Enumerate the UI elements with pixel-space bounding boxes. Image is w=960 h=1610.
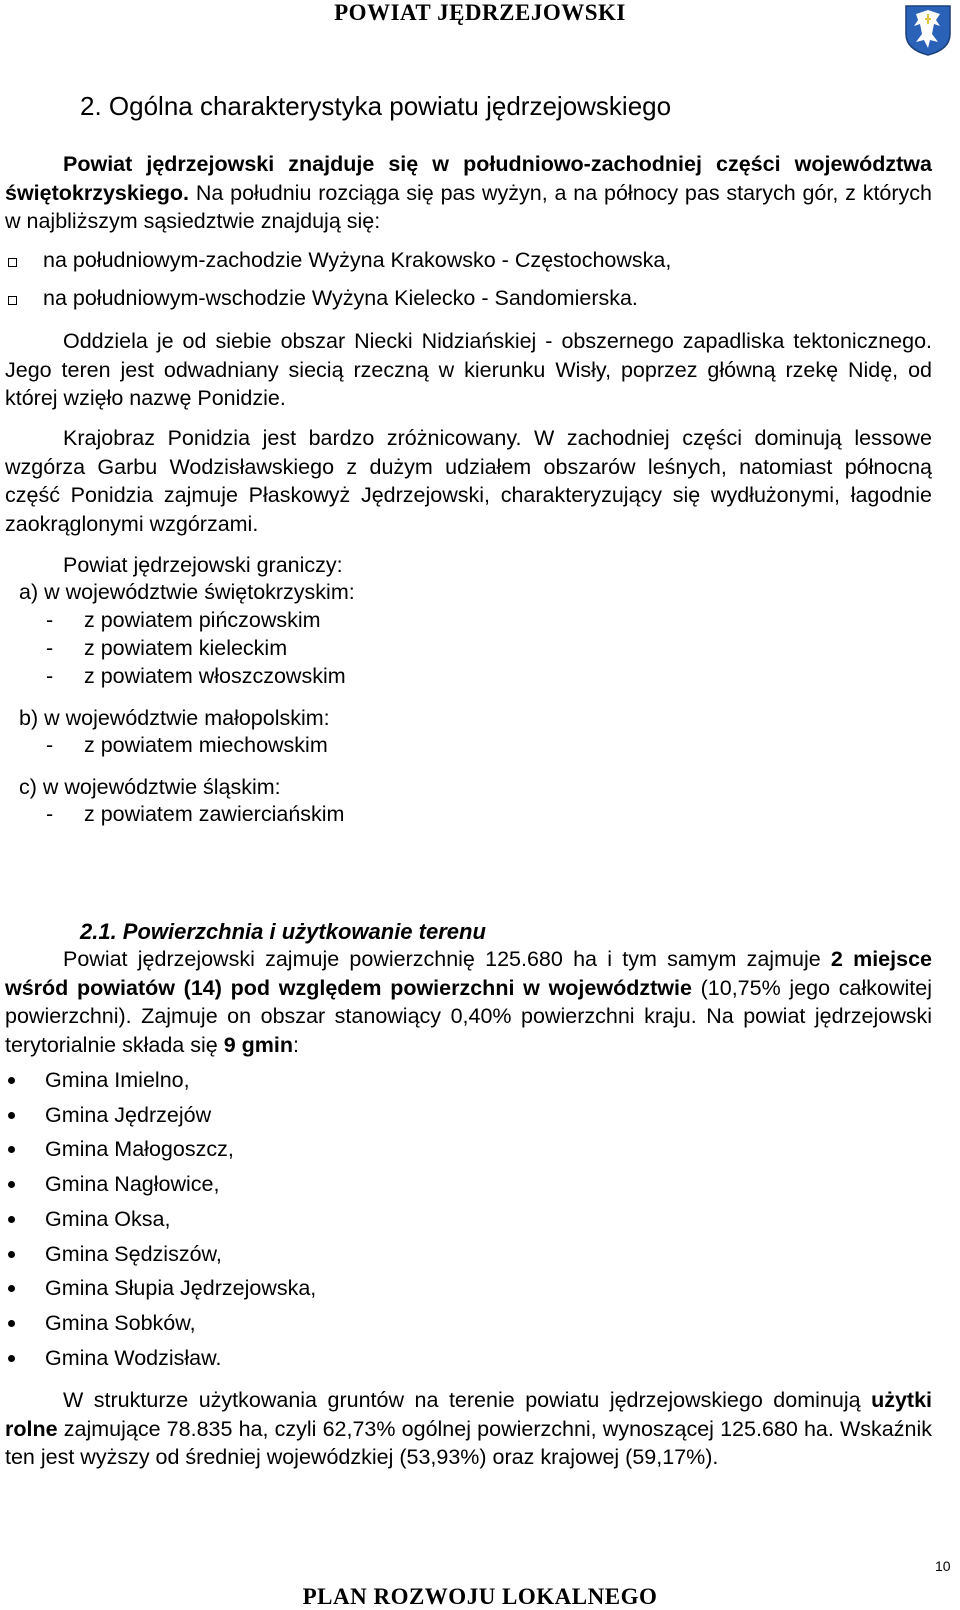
dash: - — [46, 636, 54, 660]
paragraph-niecka: Oddziela je od siebie obszar Niecki Nidziańskiej - obszernego zapadliska tektonicznego. Jego teren jest odwadniany siecią rzeczną w kierunku Wisły, poprzez główną rzekę Nidę, od której wzięło nazwę Ponidzie. — [5, 329, 932, 410]
gmina-item: Gmina Oksa, — [45, 1207, 171, 1231]
page-header-title: POWIAT JĘDRZEJOWSKI — [334, 0, 626, 25]
bullet-dot-icon — [8, 1320, 15, 1327]
border-item: z powiatem włoszczowskim — [84, 664, 346, 688]
dash: - — [46, 733, 54, 757]
border-group-label: c) w województwie śląskim: — [19, 775, 281, 799]
intro-bold-text: Powiat jędrzejowski znajduje się w południowo-zachodniej części województwa świętokrzyskiego. — [5, 152, 932, 205]
gmin-count: 9 gmin — [223, 1032, 293, 1057]
subsection-heading: 2.1. Powierzchnia i użytkowanie terenu — [80, 919, 486, 944]
intro-paragraph — [5, 150, 932, 236]
border-group-label: b) w województwie małopolskim: — [19, 706, 330, 730]
section-heading: 2. Ogólna charakterystyka powiatu jędrzejowskiego — [80, 91, 672, 121]
gmina-item: Gmina Nagłowice, — [45, 1172, 220, 1196]
land-use-text: zajmujące 78.835 ha, czyli 62,73% ogólnej powierzchni, wynoszącej 125.680 ha. Wskaźnik ten jest wyższy od średniej wojewódzkiej (53,93%) oraz krajowej (59,17%). — [5, 1416, 932, 1469]
dash: - — [46, 664, 54, 688]
intro-text: Na południu rozciąga się pas wyżyn, a na północy pas starych gór, z których w najbliższym sąsiedztwie znajdują się: — [5, 180, 932, 233]
border-item: z powiatem kieleckim — [84, 636, 288, 660]
bullet-dot-icon — [8, 1077, 15, 1084]
area-text: (10,75% jego całkowitej powierzchni). Zajmuje on obszar stanowiący 0,40% powierzchni kraju. Na powiat jędrzejowski terytorialnie składa się — [5, 975, 932, 1057]
paragraph-krajobraz: Krajobraz Ponidzia jest bardzo zróżnicowany. W zachodniej części dominują lessowe wzgórza Garbu Wodzisławskiego z dużym udziałem obszarów leśnych, natomiast północną część Ponidzia zajmuje Płaskowyż Jędrzejowski, charakteryzujący się wydłużonymi, łagodnie zaokrąglonymi wzgórzami. — [5, 426, 932, 536]
bullet-dot-icon — [8, 1285, 15, 1292]
border-item: z powiatem zawierciańskim — [84, 802, 345, 826]
gmina-item: Gmina Sędziszów, — [45, 1242, 222, 1266]
land-use-paragraph — [5, 1386, 932, 1472]
bullet-dot-icon — [8, 1216, 15, 1223]
bullet-dot-icon — [8, 1355, 15, 1362]
page-number: 10 — [935, 1558, 951, 1574]
area-text: : — [292, 1032, 299, 1057]
area-text: Powiat jędrzejowski zajmuje powierzchnię 125.680 ha i tym samym zajmuje — [63, 947, 831, 971]
coat-of-arms-icon — [904, 4, 952, 56]
border-group-label: a) w województwie świętokrzyskim: — [19, 580, 355, 604]
area-paragraph — [5, 945, 932, 1059]
gmina-item: Gmina Małogoszcz, — [45, 1137, 234, 1161]
bullet-dot-icon — [8, 1112, 15, 1119]
page-footer-title: PLAN ROZWOJU LOKALNEGO — [302, 1584, 658, 1609]
bullet-dot-icon — [8, 1181, 15, 1188]
list-item: na południowym-zachodzie Wyżyna Krakowsko - Częstochowska, — [43, 248, 672, 272]
bullet-dot-icon — [8, 1146, 15, 1153]
gmina-item: Gmina Sobków, — [45, 1311, 196, 1335]
gmina-item: Gmina Jędrzejów — [45, 1103, 212, 1127]
land-use-bold-text: użytki rolne — [5, 1388, 932, 1441]
gmina-item: Gmina Imielno, — [45, 1068, 190, 1092]
dash: - — [46, 802, 54, 826]
border-item: z powiatem pińczowskim — [84, 608, 321, 632]
bullet-dot-icon — [8, 1251, 15, 1258]
list-item: na południowym-wschodzie Wyżyna Kielecko - Sandomierska. — [43, 286, 638, 310]
area-bold-text: 2 miejsce wśród powiatów (14) pod względem powierzchni w województwie — [5, 947, 932, 1000]
border-item: z powiatem miechowskim — [84, 733, 328, 757]
borders-intro: Powiat jędrzejowski graniczy: — [63, 553, 343, 577]
dash: - — [46, 608, 54, 632]
land-use-text: W strukturze użytkowania gruntów na terenie powiatu jędrzejowskiego dominują — [63, 1388, 872, 1412]
gmina-item: Gmina Słupia Jędrzejowska, — [45, 1276, 317, 1300]
gmina-item: Gmina Wodzisław. — [45, 1346, 222, 1370]
square-bullet-icon — [8, 296, 17, 305]
square-bullet-icon — [8, 258, 17, 267]
